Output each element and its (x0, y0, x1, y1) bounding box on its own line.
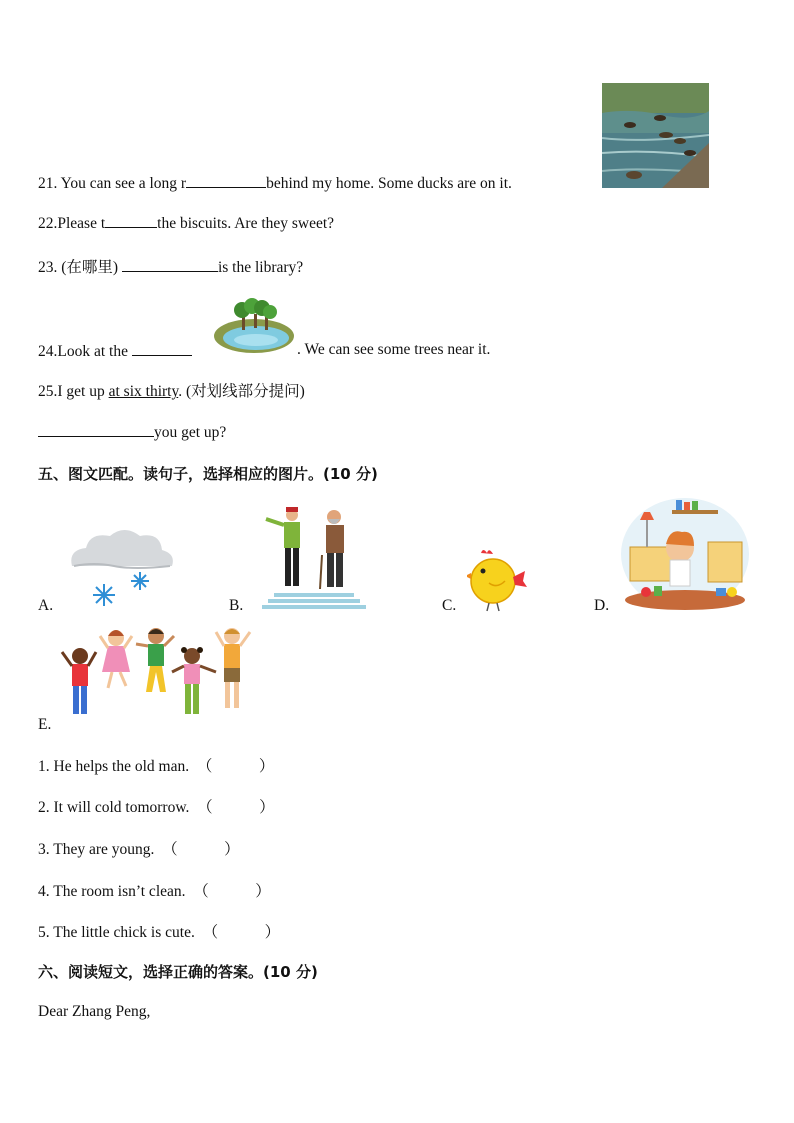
match-item-3 (38, 837, 240, 859)
q21-text-after: behind my home. Some ducks are on it. (266, 175, 512, 192)
helping-old-man-picture (262, 505, 366, 611)
river-ducks-photo (602, 83, 709, 188)
q22-blank[interactable] (105, 213, 157, 228)
q22-text-before: 22.Please t (38, 215, 106, 232)
q22-text-after: the biscuits. Are they sweet? (157, 215, 335, 232)
q25-underlined-phrase: at six thirty (108, 383, 179, 400)
q24-text-after: . We can see some trees near it. (297, 341, 491, 358)
q21-text-before: 21. You can see a long r (38, 175, 187, 192)
q25b-text-after: you get up? (154, 424, 227, 441)
question-24-after (297, 341, 490, 359)
match-item-4-text: 4. The room isn’t clean. (38, 883, 186, 900)
match-item-4-answer[interactable]: （ ） (193, 883, 271, 900)
q23-text-before: 23. (在哪里) (38, 259, 122, 276)
option-label-e: E. (38, 716, 52, 733)
question-24 (38, 341, 192, 361)
option-label-a: A. (38, 597, 54, 614)
q23-text-after: is the library? (217, 259, 304, 276)
q21-blank[interactable] (186, 173, 266, 188)
q24-text-before: 24.Look at the (38, 343, 132, 360)
match-item-4 (38, 879, 271, 901)
question-22 (38, 213, 334, 233)
match-item-1 (38, 754, 274, 776)
match-item-5-answer[interactable]: （ ） (202, 924, 281, 941)
section-6-title: 六、阅读短文，选择正确的答案。(10 分) (38, 963, 318, 981)
match-item-5 (38, 920, 280, 942)
letter-greeting: Dear Zhang Peng, (38, 1003, 151, 1020)
match-item-2-text: 2. It will cold tomorrow. (38, 799, 190, 816)
section-5-title: 五、图文匹配。读句子，选择相应的图片。(10 分) (38, 465, 378, 483)
messy-room-picture (620, 492, 750, 612)
snow-cloud-picture (64, 522, 176, 612)
option-label-c: C. (442, 597, 457, 614)
match-item-2-answer[interactable]: （ ） (197, 799, 275, 816)
option-label-d: D. (594, 597, 610, 614)
q23-blank[interactable] (122, 257, 218, 272)
question-21 (38, 173, 512, 193)
match-item-5-text: 5. The little chick is cute. (38, 924, 195, 941)
q25-blank[interactable] (38, 422, 154, 437)
match-item-1-answer[interactable]: （ ） (196, 758, 275, 775)
match-item-2 (38, 795, 275, 817)
lake-trees-picture (212, 298, 296, 354)
chick-picture (467, 549, 529, 613)
match-item-3-text: 3. They are young. (38, 841, 155, 858)
option-label-b: B. (229, 597, 244, 614)
question-25 (38, 379, 305, 401)
question-23 (38, 255, 303, 277)
question-25-answer-line (38, 422, 226, 442)
young-kids-picture (60, 622, 256, 732)
match-item-3-answer[interactable]: （ ） (162, 841, 240, 858)
q24-blank[interactable] (132, 341, 192, 356)
q25-text-before: 25.I get up (38, 383, 109, 400)
q25-text-after: . (对划线部分提问) (178, 383, 305, 400)
match-item-1-text: 1. He helps the old man. (38, 758, 190, 775)
